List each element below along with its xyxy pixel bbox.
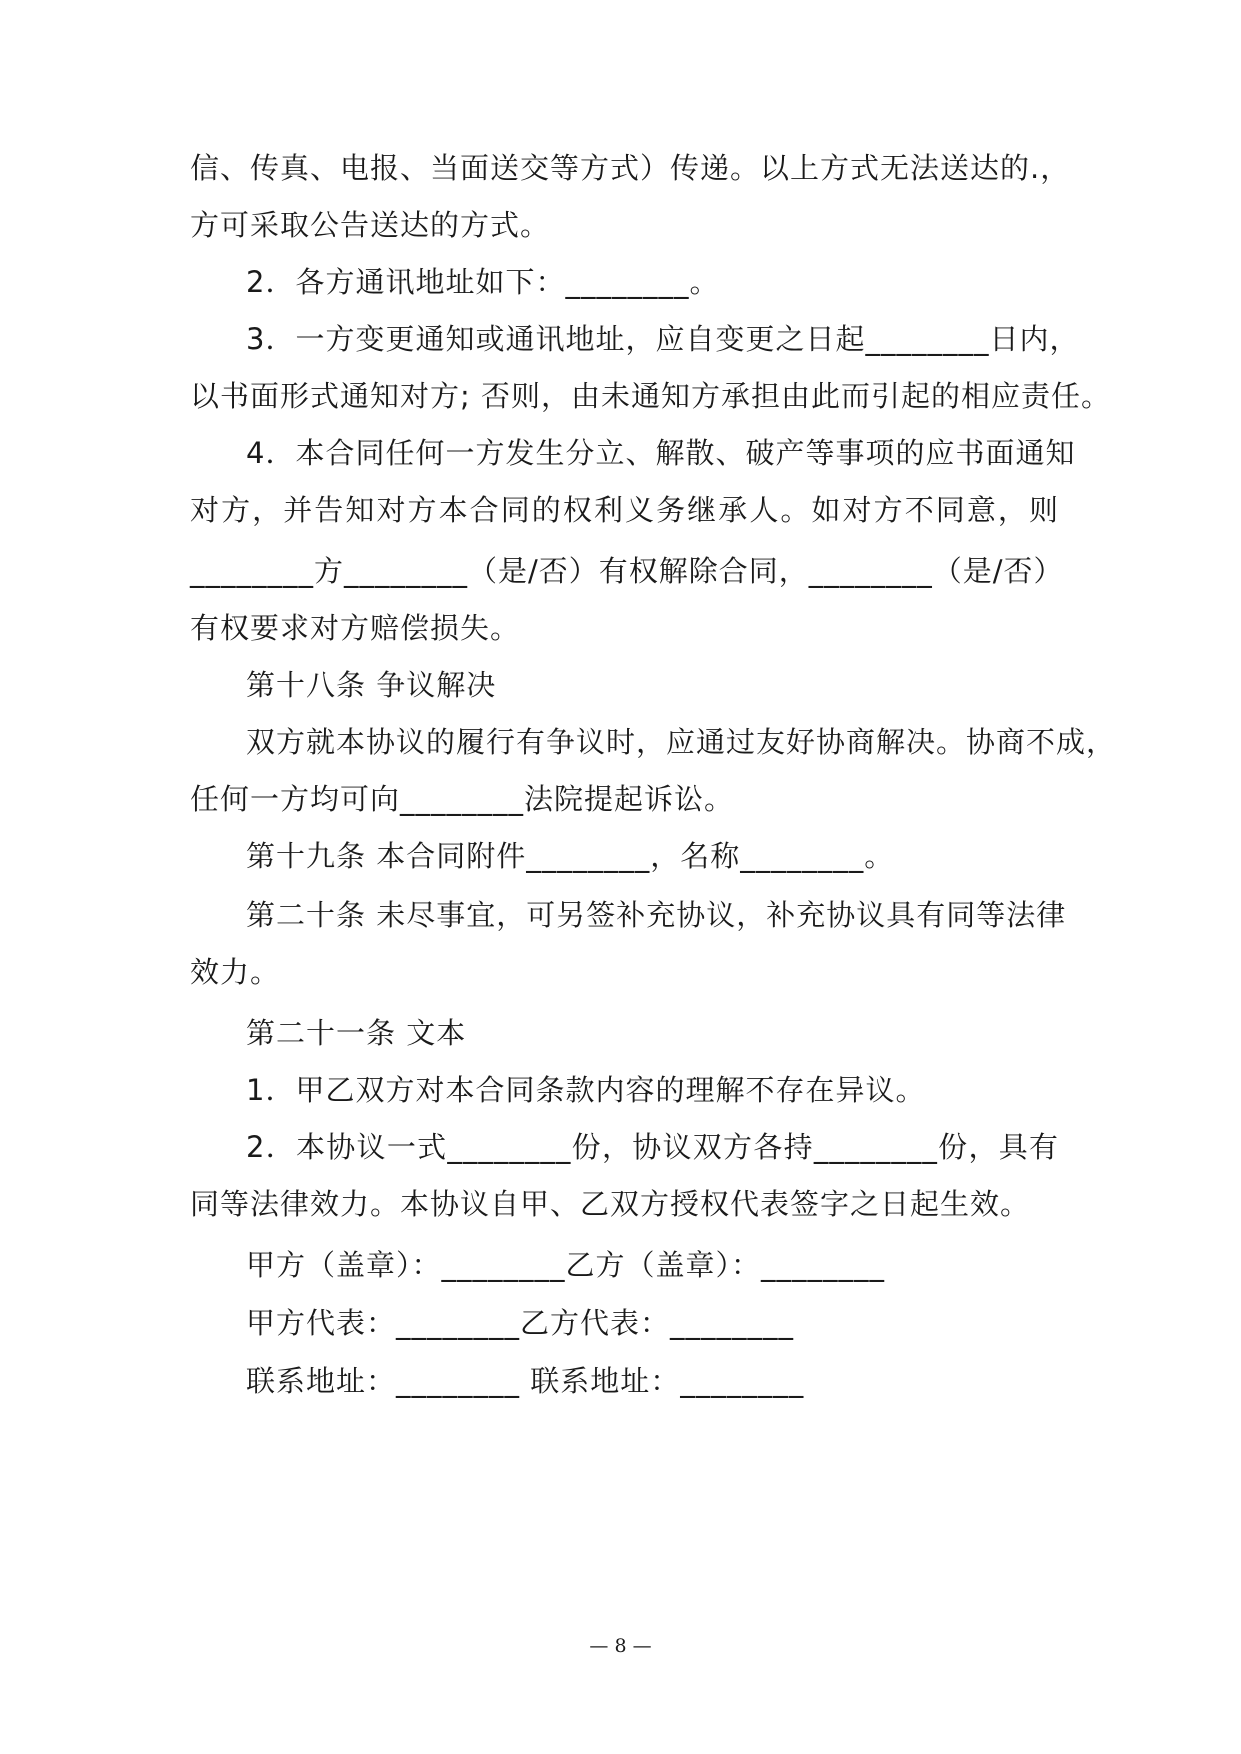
paragraph-line: 双方就本协议的履行有争议时，应通过友好协商解决。协商不成， (246, 725, 1117, 759)
paragraph-line: 效力。 (190, 955, 281, 989)
clause-item: 1．甲乙双方对本合同条款内容的理解不存在异议。 (246, 1073, 926, 1107)
page-number: — 8 — (589, 1635, 652, 1657)
signature-line: 甲方代表：________乙方代表：________ (246, 1306, 795, 1340)
clause-item: 3．一方变更通知或通讯地址，应自变更之日起________日内， (246, 322, 1080, 356)
article-heading: 第二十条 未尽事宜，可另签补充协议，补充协议具有同等法律 (246, 898, 1067, 932)
clause-item: 2．各方通讯地址如下：________。 (246, 265, 720, 299)
paragraph-line: 同等法律效力。本协议自甲、乙双方授权代表签字之日起生效。 (190, 1187, 1031, 1221)
article-heading: 第十八条 争议解决 (246, 668, 497, 702)
paragraph-line: 信、传真、电报、当面送交等方式）传递。以上方式无法送达的.， (190, 151, 1071, 185)
paragraph-line: ________方________（是/否）有权解除合同，________（是/否） (190, 554, 1064, 588)
signature-line: 联系地址：________ 联系地址：________ (246, 1364, 805, 1398)
clause-item: 4．本合同任何一方发生分立、解散、破产等事项的应书面通知 (246, 436, 1076, 470)
article-heading: 第十九条 本合同附件________，名称________。 (246, 839, 895, 873)
paragraph-line: 任何一方均可向________法院提起诉讼。 (190, 782, 735, 816)
paragraph-line: 以书面形式通知对方; 否则，由未通知方承担由此而引起的相应责任。 (190, 379, 1111, 413)
article-heading: 第二十一条 文本 (246, 1016, 467, 1050)
paragraph-line: 方可采取公告送达的方式。 (190, 208, 551, 242)
signature-line: 甲方（盖章）：________乙方（盖章）：________ (246, 1248, 886, 1282)
clause-item: 2．本协议一式________份，协议双方各持________份，具有 (246, 1130, 1059, 1164)
paragraph-line: 有权要求对方赔偿损失。 (190, 611, 521, 645)
paragraph-line: 对方，并告知对方本合同的权利义务继承人。如对方不同意，则 (190, 493, 1059, 527)
